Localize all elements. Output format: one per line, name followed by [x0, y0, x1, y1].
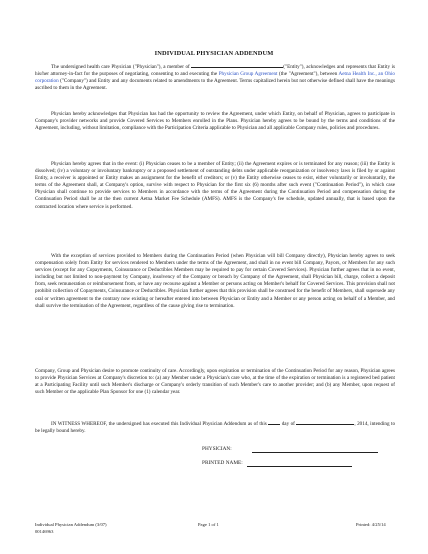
footer-page-number: Page 1 of 1 — [198, 522, 219, 527]
paragraph-parties — [35, 62, 395, 92]
aetna-health-link[interactable]: Aetna Health Inc., an Ohio corporation — [35, 71, 395, 85]
physician-label: PHYSICIAN: — [202, 446, 232, 452]
paragraph-hold-harmless — [35, 253, 395, 310]
paragraph-continuation — [35, 161, 395, 211]
p1-text-c: (the "Agreement"), between — [279, 71, 338, 78]
p3-text: Physician hereby agrees that in the event: (i) Physician ceases to be a member of Entity; (ii) the Agreement expires or is terminated for any reason; (iii) the Entity is dissolved; (iv) a voluntary or involuntary bankruptcy or a proposed settlement of outstanding debts under applicable reorganization or insolvency laws is filed by or against Entity, a receiver is appointed or Entity makes an assignment for the benefit of creditors; or (v) the Entity otherwise ceases to exist, either voluntarily or involuntarily, the terms of the Agreement shall, at Company's option, survive with respect to Physician for the first six (6) months after such event ("Continuation Period"), in which case Physician shall continue to provide services to Members in accordance with the terms of the Agreement during the Continuation Period and compensation during the Continuation Period shall be at the then current Aetna Market Fee Schedule (AMFS). AMFS is the Company's fee schedule, updated annually, that is based upon the contracted location where service is performed. — [35, 161, 395, 210]
p1-text-a: The undersigned health care Physician ("Physician"), a member of — [51, 64, 190, 70]
paragraph-continuity-of-care — [35, 368, 395, 396]
day-blank[interactable] — [268, 419, 280, 425]
entity-name-blank[interactable] — [191, 62, 283, 68]
physician-signature-line[interactable] — [252, 452, 378, 453]
paragraph-acknowledgement — [35, 111, 395, 132]
printed-name-line[interactable] — [247, 466, 352, 467]
footer-doc-name: Individual Physician Addendum (3/07) — [35, 522, 107, 527]
month-blank[interactable] — [296, 419, 354, 425]
p6-text-b: day of — [281, 421, 295, 427]
p1-text-b: ("Entity"), acknowledges and represents that Entity is his/her attorney-in-fact for the purposes of negotiating, consenting to and executing the — [35, 64, 395, 78]
footer-doc-id: 00146963 — [35, 529, 54, 534]
p6-text-a: IN WITNESS WHEREOF, the undersigned has executed this Individual Physician Addendum as of this — [51, 421, 267, 427]
p5-text: Company, Group and Physician desire to promote continuity of care. Accordingly, upon expiration or termination of the Continuation Period for any reason, Physician agrees to provide Physician Services at Company's discretion to: (a) any Member under a Physician's care who, at the time of the expiration or termination is a registered bed patient at a Participating Facility until such Member's discharge or Company's orderly transition of such Member's care to another provider; and (b) any Member, upon request of such Member or the applicable Plan Sponsor for one (1) calendar year. — [35, 368, 395, 396]
p4-text: With the exception of services provided to Members during the Continuation Period (when Physician will bill Company directly), Physician hereby agrees to seek compensation solely from Entity for services rendered to Members under the terms of the Agreement, and shall in no event bill Company, Payors, or Members for any such services (except for any Copayments, Coinsurance or Deductibles Members may be required to pay for certain Covered Services). Physician further agrees that in no event, including but not limited to non-payment by Company, insolvency of the Company or breach by Company of the Agreement, shall Physician bill, charge, collect a deposit from, seek remuneration or reimbursement from, or have any recourse against a Member or persons acting on Member's behalf for Covered Services. This provision shall not prohibit collection of Copayments, Coinsurance or Deductibles. Physician further agrees that this provision shall be construed for the benefit of Members, shall supersede any oral or written agreement to the contrary now existing or hereafter entered into between Physician or Entity and a Member or any person acting on behalf of a Member, and shall survive the termination of the Agreement, regardless of the cause giving rise to termination. — [35, 253, 395, 309]
p6-text-c: , 2014, intending to be legally bound hereby. — [35, 421, 396, 435]
p1-text-d: ("Company") and Entity and any documents related to amendments to the Agreement. Terms capitalized herein but not otherwise defined shall have the meanings ascribed to them in the Agreement. — [35, 78, 395, 92]
printed-name-label: PRINTED NAME: — [202, 460, 243, 466]
physician-group-agreement-link[interactable]: Physician Group Agreement — [218, 71, 278, 78]
document-title: INDIVIDUAL PHYSICIAN ADDENDUM — [154, 50, 274, 57]
paragraph-witness — [35, 419, 395, 435]
footer-printed-date: Printed: 4/25/14 — [356, 522, 386, 527]
p2-text: Physician hereby acknowledges that Physician has had the opportunity to review the Agreement, under which Entity, on behalf of Physician, agrees to participate in Company's provider networks and provide Covered Services to Members enrolled in the Plans. Physician hereby agrees to be bound by the terms and conditions of the Agreement, including, without limitation, compliance with the Participation Criteria applicable to Physician and all applicable Company rules, policies and procedures. — [35, 111, 395, 132]
